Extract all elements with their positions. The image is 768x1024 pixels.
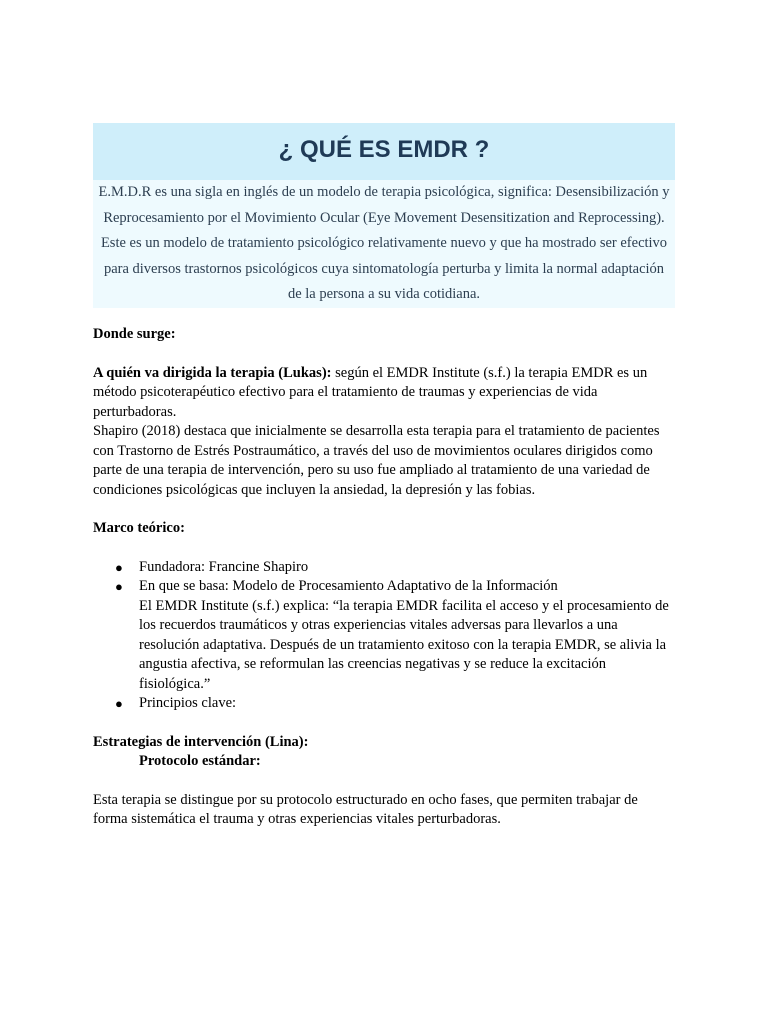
marco-teorico-heading: Marco teórico: — [93, 520, 185, 536]
protocolo-heading: Protocolo estándar: — [139, 753, 261, 769]
list-item — [93, 694, 675, 714]
a-quien-text: según el EMDR Institute (s.f.) la terapia EMDR es un método psicoterapéutico efectivo para el tratamiento de traumas y experiencias de vida perturbadoras. — [93, 364, 648, 420]
document-page — [93, 123, 675, 830]
protocolo-paragraph: Esta terapia se distingue por su protocolo estructurado en ocho fases, que permiten trabajar de forma sistemática el trauma y otras experiencias vitales perturbadoras. — [93, 791, 638, 827]
intro-paragraph: E.M.D.R es una sigla en inglés de un modelo de terapia psicológica, significa: Desensibilización y Reprocesamiento por el Movimiento Ocular (Eye Movement Desensitization and Reprocessing). Este es un modelo de tratamiento psicológico relativamente nuevo y que ha mostrado ser efectivo para diversos trastornos psicológicos cuya sintomatología perturba y limita la normal adaptación de la persona a su vida cotidiana. — [98, 184, 670, 302]
a-quien-heading: A quién va dirigida la terapia (Lukas): — [93, 364, 332, 381]
a-quien-paragraph — [93, 364, 675, 423]
intro-band — [93, 180, 675, 308]
page-title: ¿ QUÉ ES EMDR ? — [278, 135, 490, 163]
donde-surge-heading: Donde surge: — [93, 326, 176, 342]
list-item — [93, 577, 675, 694]
list-item-text: En que se basa: Modelo de Procesamiento Adaptativo de la Información — [139, 578, 558, 594]
bullet-icon: ● — [115, 559, 123, 575]
title-box — [93, 123, 675, 308]
list-item-text: Principios clave: — [139, 695, 237, 711]
list-item — [93, 558, 675, 578]
marco-list — [93, 558, 675, 714]
estrategias-heading: Estrategias de intervención (Lina): — [93, 733, 309, 750]
bullet-icon: ● — [115, 696, 123, 711]
list-item-quote: El EMDR Institute (s.f.) explica: “la terapia EMDR facilita el acceso y el procesamiento de los recuerdos traumáticos y otras experiencias vitales adversas para llevarlos a una resolución adaptativa. Después de un tratamiento exitoso con la terapia EMDR, se alivia la angustia afectiva, se reformulan las creencias negativas y se reduce la excitación fisiológica.” — [139, 597, 669, 692]
shapiro-paragraph: Shapiro (2018) destaca que inicialmente se desarrolla esta terapia para el tratamiento de pacientes con Trastorno de Estrés Postraumático, a través del uso de movimientos oculares dirigidos como parte de una terapia de intervención, pero su uso fue ampliado al tratamiento de una variedad de condiciones psicológicas que incluyen la ansiedad, la depresión y las fobias. — [93, 423, 660, 498]
list-item-text: Fundadora: Francine Shapiro — [139, 558, 309, 575]
title-band — [93, 123, 675, 180]
bullet-icon: ● — [115, 579, 123, 594]
